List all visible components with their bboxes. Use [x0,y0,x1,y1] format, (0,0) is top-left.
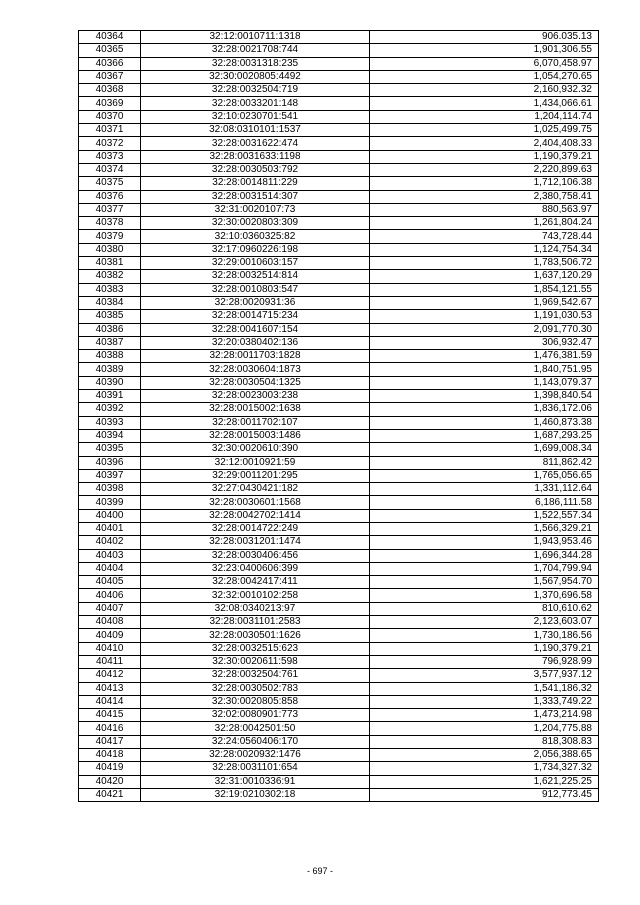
table-row [79,775,599,788]
row-number-cell: 40415 [79,709,141,722]
row-number-cell: 40364 [79,31,141,44]
cadastral-number-cell: 32:28:0042417:411 [141,576,370,589]
cadastral-number-cell: 32:28:0042501:50 [141,722,370,735]
row-number-cell: 40365 [79,44,141,57]
row-number-cell: 40403 [79,549,141,562]
amount-cell: 6,186,111.58 [370,496,599,509]
amount-cell: 1,943,953.46 [370,536,599,549]
amount-cell: 2,380,758.41 [370,190,599,203]
row-number-cell: 40377 [79,203,141,216]
table-row [79,257,599,270]
cadastral-number-cell: 32:28:0031318:235 [141,57,370,70]
table-row [79,522,599,535]
row-number-cell: 40379 [79,230,141,243]
amount-cell: 1,840,751.95 [370,363,599,376]
cadastral-number-cell: 32:12:0010711:1318 [141,31,370,44]
cadastral-number-cell: 32:32:0010102:258 [141,589,370,602]
row-number-cell: 40376 [79,190,141,203]
cadastral-number-cell: 32:28:0010803:547 [141,283,370,296]
table-row [79,230,599,243]
table-row [79,536,599,549]
cadastral-number-cell: 32:28:0030502:783 [141,682,370,695]
row-number-cell: 40419 [79,762,141,775]
cadastral-number-cell: 32:28:0015002:1638 [141,403,370,416]
cadastral-number-cell: 32:28:0031622:474 [141,137,370,150]
table-row [79,124,599,137]
table-row [79,749,599,762]
row-number-cell: 40391 [79,390,141,403]
amount-cell: 1,434,066.61 [370,97,599,110]
row-number-cell: 40394 [79,429,141,442]
cadastral-number-cell: 32:28:0042702:1414 [141,509,370,522]
table-row [79,722,599,735]
cadastral-number-cell: 32:30:0020610:390 [141,443,370,456]
amount-cell: 1,333,749.22 [370,695,599,708]
row-number-cell: 40418 [79,749,141,762]
row-number-cell: 40370 [79,110,141,123]
table-row [79,350,599,363]
table-row [79,695,599,708]
cadastral-number-cell: 32:27:0430421:182 [141,483,370,496]
table-row [79,70,599,83]
row-number-cell: 40390 [79,376,141,389]
cadastral-number-cell: 32:28:0014715:234 [141,310,370,323]
row-number-cell: 40416 [79,722,141,735]
cadastral-number-cell: 32:28:0031101:2583 [141,616,370,629]
cadastral-number-cell: 32:31:0010336:91 [141,775,370,788]
table-row [79,190,599,203]
cadastral-number-cell: 32:28:0011702:107 [141,416,370,429]
row-number-cell: 40371 [79,124,141,137]
table-row [79,496,599,509]
cadastral-number-cell: 32:28:0015003:1486 [141,429,370,442]
row-number-cell: 40387 [79,336,141,349]
row-number-cell: 40367 [79,70,141,83]
cadastral-number-cell: 32:12:0010921:59 [141,456,370,469]
amount-cell: 1,566,329.21 [370,522,599,535]
table-row [79,150,599,163]
amount-cell: 906.035.13 [370,31,599,44]
amount-cell: 2,160,932.32 [370,84,599,97]
table-row [79,682,599,695]
amount-cell: 810,610.62 [370,602,599,615]
amount-cell: 811,862.42 [370,456,599,469]
cadastral-number-cell: 32:28:0032514:814 [141,270,370,283]
row-number-cell: 40406 [79,589,141,602]
cadastral-number-cell: 32:24:0560406:170 [141,735,370,748]
amount-cell: 3,577,937.12 [370,669,599,682]
cadastral-number-cell: 32:28:0030406:456 [141,549,370,562]
table-row [79,283,599,296]
amount-cell: 1,637,120.29 [370,270,599,283]
cadastral-number-cell: 32:30:0020805:4492 [141,70,370,83]
amount-cell: 1,783,506.72 [370,257,599,270]
row-number-cell: 40412 [79,669,141,682]
cadastral-number-cell: 32:28:0021708:744 [141,44,370,57]
amount-cell: 912,773.45 [370,788,599,801]
amount-cell: 1,190,379.21 [370,642,599,655]
cadastral-number-cell: 32:28:0031101:654 [141,762,370,775]
cadastral-number-cell: 32:10:0230701:541 [141,110,370,123]
table-row [79,416,599,429]
amount-cell: 743,728.44 [370,230,599,243]
cadastral-number-cell: 32:02:0080901:773 [141,709,370,722]
amount-cell: 1,699,008.34 [370,443,599,456]
row-number-cell: 40392 [79,403,141,416]
cadastral-number-cell: 32:17:0960226:198 [141,243,370,256]
row-number-cell: 40378 [79,217,141,230]
table-row [79,642,599,655]
row-number-cell: 40388 [79,350,141,363]
amount-cell: 306,932.47 [370,336,599,349]
amount-cell: 1,190,379.21 [370,150,599,163]
amount-cell: 1,712,106.38 [370,177,599,190]
amount-cell: 1,476,381.59 [370,350,599,363]
row-number-cell: 40369 [79,97,141,110]
table-row [79,177,599,190]
table-row [79,429,599,442]
data-table [78,30,599,802]
table-row [79,456,599,469]
row-number-cell: 40395 [79,443,141,456]
amount-cell: 2,123,603.07 [370,616,599,629]
amount-cell: 1,567,954.70 [370,576,599,589]
table-row [79,137,599,150]
table-row [79,616,599,629]
cadastral-number-cell: 32:28:0030601:1568 [141,496,370,509]
table-row [79,576,599,589]
amount-cell: 1,398,840.54 [370,390,599,403]
cadastral-number-cell: 32:30:0020805:858 [141,695,370,708]
amount-cell: 1,836,172.06 [370,403,599,416]
cadastral-number-cell: 32:28:0031201:1474 [141,536,370,549]
amount-cell: 1,331,112.64 [370,483,599,496]
amount-cell: 1,969,542.67 [370,296,599,309]
cadastral-number-cell: 32:28:0041607:154 [141,323,370,336]
table-row [79,469,599,482]
row-number-cell: 40366 [79,57,141,70]
table-row [79,762,599,775]
table-body [79,31,599,802]
row-number-cell: 40384 [79,296,141,309]
cadastral-number-cell: 32:10:0360325:82 [141,230,370,243]
amount-cell: 1,204,775.88 [370,722,599,735]
cadastral-number-cell: 32:08:0310101:1537 [141,124,370,137]
cadastral-number-cell: 32:28:0020932:1476 [141,749,370,762]
table-row [79,549,599,562]
cadastral-number-cell: 32:31:0020107:73 [141,203,370,216]
row-number-cell: 40404 [79,562,141,575]
cadastral-number-cell: 32:28:0011703:1828 [141,350,370,363]
amount-cell: 1,370,696.58 [370,589,599,602]
amount-cell: 1,025,499.75 [370,124,599,137]
amount-cell: 1,522,557.34 [370,509,599,522]
table-row [79,509,599,522]
cadastral-number-cell: 32:28:0014722:249 [141,522,370,535]
row-number-cell: 40382 [79,270,141,283]
amount-cell: 1,541,186.32 [370,682,599,695]
row-number-cell: 40386 [79,323,141,336]
row-number-cell: 40375 [79,177,141,190]
amount-cell: 1,473,214.98 [370,709,599,722]
row-number-cell: 40408 [79,616,141,629]
cadastral-number-cell: 32:28:0032504:719 [141,84,370,97]
amount-cell: 1,460,873.38 [370,416,599,429]
table-row [79,323,599,336]
table-row [79,44,599,57]
amount-cell: 1,730,186.56 [370,629,599,642]
table-row [79,243,599,256]
amount-cell: 1,696,344.28 [370,549,599,562]
row-number-cell: 40401 [79,522,141,535]
table-row [79,669,599,682]
amount-cell: 1,734,327.32 [370,762,599,775]
table-row [79,57,599,70]
table-row [79,589,599,602]
table-row [79,363,599,376]
row-number-cell: 40398 [79,483,141,496]
table-row [79,403,599,416]
amount-cell: 2,091,770.30 [370,323,599,336]
table-row [79,31,599,44]
table-row [79,788,599,801]
amount-cell: 796,928.99 [370,655,599,668]
row-number-cell: 40368 [79,84,141,97]
row-number-cell: 40374 [79,163,141,176]
page-number: - 697 - [306,866,333,876]
cadastral-number-cell: 32:28:0030501:1626 [141,629,370,642]
row-number-cell: 40405 [79,576,141,589]
amount-cell: 1,124,754.34 [370,243,599,256]
cadastral-number-cell: 32:30:0020611:598 [141,655,370,668]
amount-cell: 1,687,293.25 [370,429,599,442]
table-row [79,735,599,748]
table-row [79,203,599,216]
amount-cell: 1,765,056.65 [370,469,599,482]
amount-cell: 818,308.83 [370,735,599,748]
table-row [79,562,599,575]
cadastral-number-cell: 32:08:0340213:97 [141,602,370,615]
row-number-cell: 40413 [79,682,141,695]
amount-cell: 1,143,079.37 [370,376,599,389]
cadastral-number-cell: 32:28:0023003:238 [141,390,370,403]
amount-cell: 1,054,270.65 [370,70,599,83]
cadastral-number-cell: 32:28:0032504:761 [141,669,370,682]
row-number-cell: 40373 [79,150,141,163]
row-number-cell: 40381 [79,257,141,270]
amount-cell: 1,901,306.55 [370,44,599,57]
amount-cell: 2,056,388.65 [370,749,599,762]
amount-cell: 1,704,799.94 [370,562,599,575]
row-number-cell: 40380 [79,243,141,256]
amount-cell: 880,563.97 [370,203,599,216]
row-number-cell: 40417 [79,735,141,748]
cadastral-number-cell: 32:19:0210302:18 [141,788,370,801]
row-number-cell: 40385 [79,310,141,323]
row-number-cell: 40402 [79,536,141,549]
row-number-cell: 40414 [79,695,141,708]
row-number-cell: 40396 [79,456,141,469]
table-row [79,443,599,456]
row-number-cell: 40409 [79,629,141,642]
amount-cell: 1,621,225.25 [370,775,599,788]
row-number-cell: 40411 [79,655,141,668]
cadastral-number-cell: 32:28:0030604:1873 [141,363,370,376]
table-row [79,110,599,123]
row-number-cell: 40383 [79,283,141,296]
row-number-cell: 40389 [79,363,141,376]
table-row [79,655,599,668]
table-row [79,296,599,309]
row-number-cell: 40410 [79,642,141,655]
row-number-cell: 40407 [79,602,141,615]
row-number-cell: 40372 [79,137,141,150]
table-row [79,84,599,97]
table-row [79,217,599,230]
cadastral-number-cell: 32:23:0400606:399 [141,562,370,575]
cadastral-number-cell: 32:28:0033201:148 [141,97,370,110]
cadastral-number-cell: 32:28:0014811:229 [141,177,370,190]
table-row [79,310,599,323]
row-number-cell: 40393 [79,416,141,429]
table-row [79,709,599,722]
cadastral-number-cell: 32:30:0020803:309 [141,217,370,230]
table-row [79,336,599,349]
amount-cell: 1,261,804.24 [370,217,599,230]
table-row [79,163,599,176]
row-number-cell: 40397 [79,469,141,482]
row-number-cell: 40399 [79,496,141,509]
table-row [79,97,599,110]
table-row [79,602,599,615]
table-row [79,376,599,389]
table-row [79,629,599,642]
table-row [79,390,599,403]
cadastral-number-cell: 32:28:0032515:623 [141,642,370,655]
cadastral-number-cell: 32:28:0031633:1198 [141,150,370,163]
row-number-cell: 40420 [79,775,141,788]
row-number-cell: 40400 [79,509,141,522]
cadastral-number-cell: 32:28:0020931:36 [141,296,370,309]
amount-cell: 1,854,121.55 [370,283,599,296]
amount-cell: 1,204,114.74 [370,110,599,123]
cadastral-number-cell: 32:20:0380402:136 [141,336,370,349]
table-row [79,270,599,283]
amount-cell: 2,220,899.63 [370,163,599,176]
amount-cell: 1,191,030.53 [370,310,599,323]
row-number-cell: 40421 [79,788,141,801]
cadastral-number-cell: 32:29:0011201:295 [141,469,370,482]
cadastral-number-cell: 32:28:0031514:307 [141,190,370,203]
cadastral-number-cell: 32:28:0030504:1325 [141,376,370,389]
amount-cell: 6,070,458.97 [370,57,599,70]
table-row [79,483,599,496]
amount-cell: 2,404,408.33 [370,137,599,150]
cadastral-number-cell: 32:29:0010603:157 [141,257,370,270]
cadastral-number-cell: 32:28:0030503:792 [141,163,370,176]
